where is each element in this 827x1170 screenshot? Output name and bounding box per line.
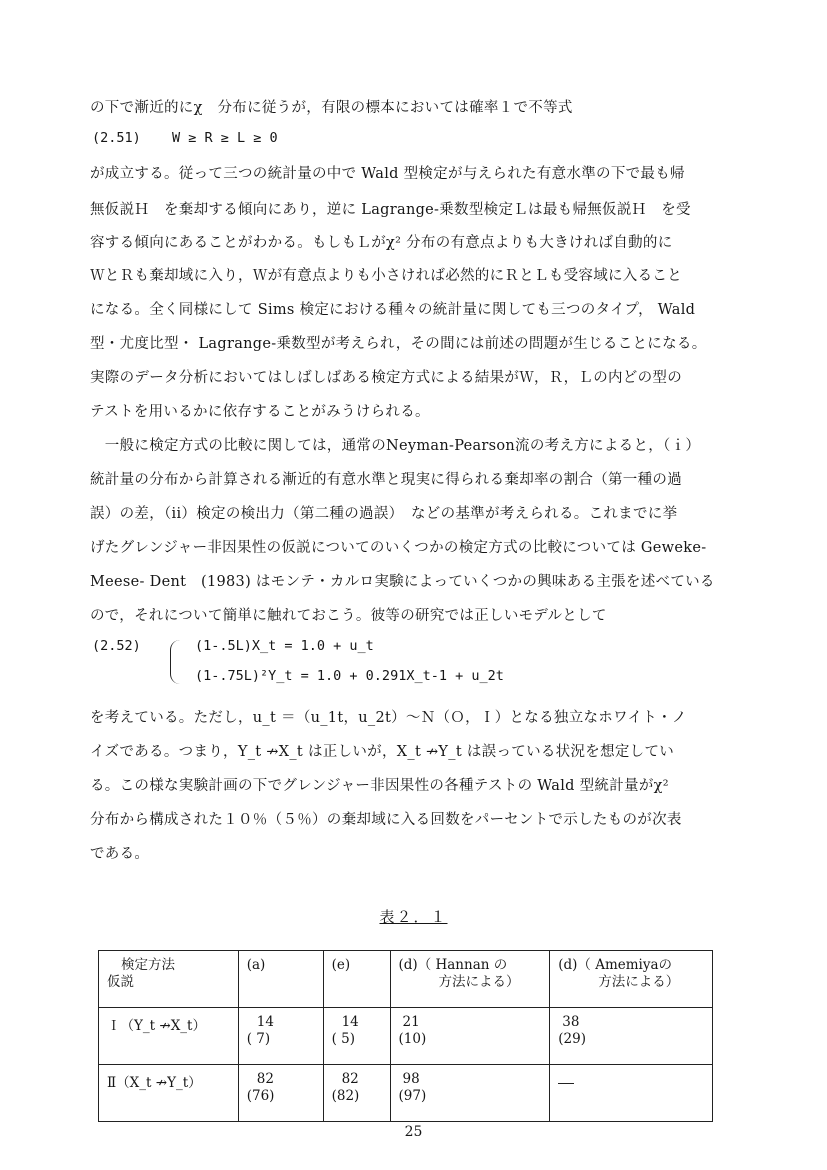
text-line: 容する傾向にあることがわかる。もしもＬがχ² 分布の有意点よりも大きければ自動的に [90,235,673,251]
cell-e: 82 (82) [323,1065,390,1122]
text-line: イズである。つまり，Y_t ↛X_t は正しいが，X_t ↛Y_t は誤っている状況を想定してい [90,744,675,760]
text-line: の下で漸近的にχ 分布に従うが，有限の標本においては確率１で不等式 [90,100,573,116]
text-line: 型・尤度比型・ Lagrange-乗数型が考えられ，その間には前述の問題が生じることになる。 [90,336,707,352]
text-line: 実際のデータ分析においてはしばしばある検定方式による結果がＷ，Ｒ，Ｌの内どの型の [90,370,682,386]
text-line: テストを用いるかに依存することがみうけられる。 [90,404,430,420]
cell-a: 82 (76) [238,1065,323,1122]
row-label: Ｉ（Y_t ↛X_t） [99,1008,239,1065]
page-number: 25 [404,1124,423,1140]
cell-amemiya [550,1065,713,1122]
text-line: を考えている。ただし，u_t ＝（u_1t，u_2t）～Ｎ（Ｏ，Ｉ）となる独立なホワイト・ノ [90,710,687,726]
row-label: Ⅱ（X_t ↛Y_t） [99,1065,239,1122]
table-header-row [99,951,713,1008]
equation-line-2: (1-.75L)²Y_t = 1.0 + 0.291X_t-1 + u_2t [195,668,504,684]
text-line: である。 [90,846,150,862]
results-table [98,950,713,1122]
cell-amemiya: 38 (29) [550,1008,713,1065]
text-line: る。この様な実験計画の下でグレンジャー非因果性の各種テストの Wald 型統計量がχ² [90,778,669,794]
text-line: 誤）の差，（ii）検定の検出力（第二種の過誤） などの基準が考えられる。これまでに挙 [90,506,678,522]
text-line: ので，それについて簡単に触れておこう。彼等の研究では正しいモデルとして [90,608,607,624]
text-line: Meese- Dent (1983) はモンテ・カルロ実験によっていくつかの興味ある主張を述べている [90,574,715,590]
table-row [99,1008,713,1065]
cell-hannan: 98 (97) [390,1065,550,1122]
inequality-expression: W ≥ R ≥ L ≥ 0 [172,130,278,146]
text-line: 一般に検定方式の比較に関しては，通常のNeyman-Pearson流の考え方によると，（ｉ） [90,438,701,454]
table-caption: 表２．１ [379,908,448,926]
equation-number-2-52: (2.52) [92,638,141,654]
text-line: が成立する。従って三つの統計量の中で Wald 型検定が与えられた有意水準の下で最も帰 [90,166,685,182]
text-line: 統計量の分布から計算される漸近的有意水準と現実に得られる棄却率の割合（第一種の過 [90,472,682,488]
header-method-hypothesis: 検定方法 仮説 [99,951,239,1008]
header-col-a: (a) [238,951,323,1008]
empty-dash-mark [558,1083,574,1085]
system-brace [170,640,181,684]
text-line: ＷとＲも棄却域に入り，Ｗが有意点よりも小さければ必然的にＲとＬも受容域に入ること [90,268,682,284]
cell-e: 14 ( 5) [323,1008,390,1065]
header-col-e: (e) [323,951,390,1008]
text-line: げたグレンジャー非因果性の仮説についてのいくつかの検定方式の比較については Geweke- [90,540,707,556]
text-line: 分布から構成された１０％（５％）の棄却域に入る回数をパーセントで示したものが次表 [90,812,682,828]
equation-line-1: (1-.5L)X_t = 1.0 + u_t [195,638,374,654]
cell-a: 14 ( 7) [238,1008,323,1065]
header-col-d-hannan: (d)（ Hannan の 方法による） [390,951,550,1008]
text-line: 無仮説Ｈ を棄却する傾向にあり，逆に Lagrange-乗数型検定Ｌは最も帰無仮説Ｈ を受 [90,202,691,218]
header-col-d-amemiya: (d)（ Amemiyaの 方法による） [550,951,713,1008]
table-row [99,1065,713,1122]
cell-hannan: 21 (10) [390,1008,550,1065]
text-line: になる。全く同様にして Sims 検定における種々の統計量に関しても三つのタイプ， Wald [90,302,696,318]
equation-number-2-51: (2.51) [92,130,141,146]
